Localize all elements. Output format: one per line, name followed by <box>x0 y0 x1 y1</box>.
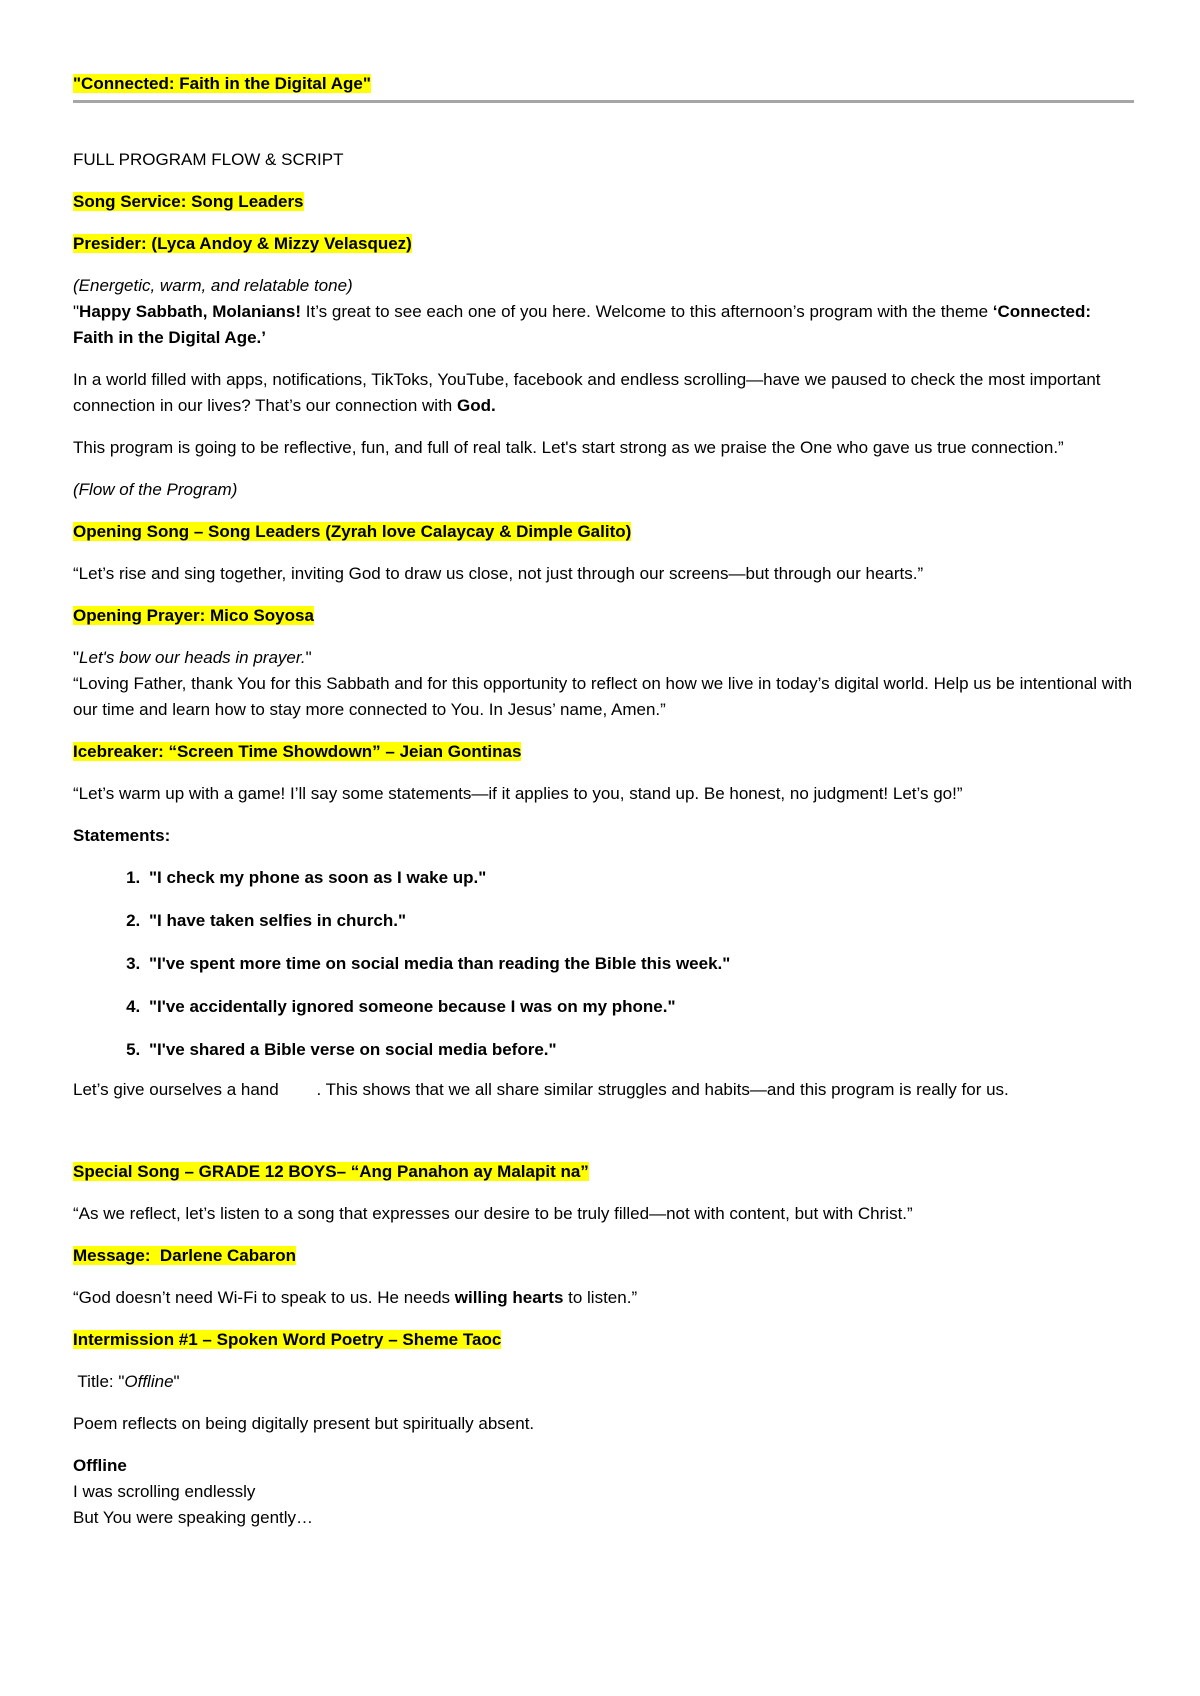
statement-item: 3. "I've spent more time on social media than reading the Bible this week." <box>145 951 1133 977</box>
document-title-row <box>73 70 1133 100</box>
song-service-line <box>73 189 1133 215</box>
opening-song-text: “Let’s rise and sing together, inviting God to draw us close, not just through our screens—but through our hearts.” <box>73 564 924 583</box>
prayer-intro-open-quote: " <box>73 648 80 667</box>
presider-heading: Presider: (Lyca Andoy & Mizzy Velasquez) <box>73 234 412 253</box>
reflective-paragraph: This program is going to be reflective, fun, and full of real talk. Let's start strong as we praise the One who gave us true connection.” <box>73 438 1064 457</box>
poem-title-pre: Title: " <box>73 1372 125 1391</box>
song-service-heading: Song Service: Song Leaders <box>73 192 304 211</box>
message-emphasis: willing hearts <box>454 1288 564 1307</box>
document-page <box>73 70 1133 1531</box>
opening-song-heading: Opening Song – Song Leaders (Zyrah love Calaycay & Dimple Galito) <box>73 522 632 541</box>
statement-item: 1. "I check my phone as soon as I wake up." <box>145 865 1133 891</box>
message-heading: Message: Darlene Cabaron <box>73 1246 296 1265</box>
icebreaker-text: “Let’s warm up with a game! I’ll say some statements—if it applies to you, stand up. Be honest, no judgment! Let’s go!” <box>73 784 963 803</box>
message-line <box>73 1243 1133 1269</box>
message-text <box>73 1285 1133 1311</box>
statements-list <box>73 865 1133 1063</box>
presider-line <box>73 231 1133 257</box>
prayer-intro-text: Let's bow our heads in prayer. <box>79 648 306 667</box>
world-emphasis: God. <box>457 396 496 415</box>
poem-line: But You were speaking gently… <box>73 1508 314 1527</box>
prayer-intro <box>73 645 1133 671</box>
intermission-heading: Intermission #1 – Spoken Word Poetry – Sheme Taoc <box>73 1330 502 1349</box>
world-body: In a world filled with apps, notifications, TikToks, YouTube, facebook and endless scrolling—have we paused to check the most important connection in our lives? That’s our connection with <box>73 370 1101 415</box>
poem-title: Offline <box>124 1372 174 1391</box>
statements-label: Statements: <box>73 826 171 845</box>
section-spacer <box>73 1119 1133 1159</box>
welcome-quote: " <box>73 302 80 321</box>
special-song-heading: Special Song – GRADE 12 BOYS– “Ang Panahon ay Malapit na” <box>73 1162 589 1181</box>
world-paragraph <box>73 367 1133 419</box>
opening-prayer-line <box>73 603 1133 629</box>
document-title: "Connected: Faith in the Digital Age" <box>73 74 371 93</box>
message-post: to listen.” <box>563 1288 638 1307</box>
special-song-line <box>73 1159 1133 1185</box>
poem-heading: Offline <box>73 1456 127 1475</box>
tone-note: (Energetic, warm, and relatable tone) <box>73 276 353 295</box>
icebreaker-line <box>73 739 1133 765</box>
opening-prayer-heading: Opening Prayer: Mico Soyosa <box>73 606 314 625</box>
opening-song-line <box>73 519 1133 545</box>
welcome-theme: ‘Connected: Faith in the Digital Age.’ <box>73 302 1091 347</box>
program-heading: FULL PROGRAM FLOW & SCRIPT <box>73 150 344 169</box>
welcome-greeting: Happy Sabbath, Molanians! <box>79 302 302 321</box>
message-pre: “God doesn’t need Wi-Fi to speak to us. He needs <box>73 1288 455 1307</box>
poem-description: Poem reflects on being digitally present but spiritually absent. <box>73 1414 535 1433</box>
special-song-text: “As we reflect, let’s listen to a song that expresses our desire to be truly filled—not with content, but with Christ.” <box>73 1204 913 1223</box>
poem-line: I was scrolling endlessly <box>73 1482 256 1501</box>
title-divider <box>73 100 1134 103</box>
poem-title-post: " <box>173 1372 180 1391</box>
welcome-paragraph <box>73 299 1133 351</box>
prayer-intro-close-quote: " <box>305 648 312 667</box>
hand-paragraph: Let’s give ourselves a hand . This shows that we all share similar struggles and habits—and this program is really for us. <box>73 1080 1009 1099</box>
prayer-text: “Loving Father, thank You for this Sabbath and for this opportunity to reflect on how we live in today’s digital world. Help us be intentional with our time and learn how to stay more connected to You. In Jesus’ name, Amen.” <box>73 674 1133 719</box>
intermission-line <box>73 1327 1133 1353</box>
statement-item: 4. "I've accidentally ignored someone because I was on my phone." <box>145 994 1133 1020</box>
poem-title-line <box>73 1369 1133 1395</box>
statement-item: 5. "I've shared a Bible verse on social media before." <box>145 1037 1133 1063</box>
welcome-body: It’s great to see each one of you here. Welcome to this afternoon’s program with the theme <box>301 302 993 321</box>
icebreaker-heading: Icebreaker: “Screen Time Showdown” – Jeian Gontinas <box>73 742 522 761</box>
flow-label: (Flow of the Program) <box>73 480 238 499</box>
statement-item: 2. "I have taken selfies in church." <box>145 908 1133 934</box>
